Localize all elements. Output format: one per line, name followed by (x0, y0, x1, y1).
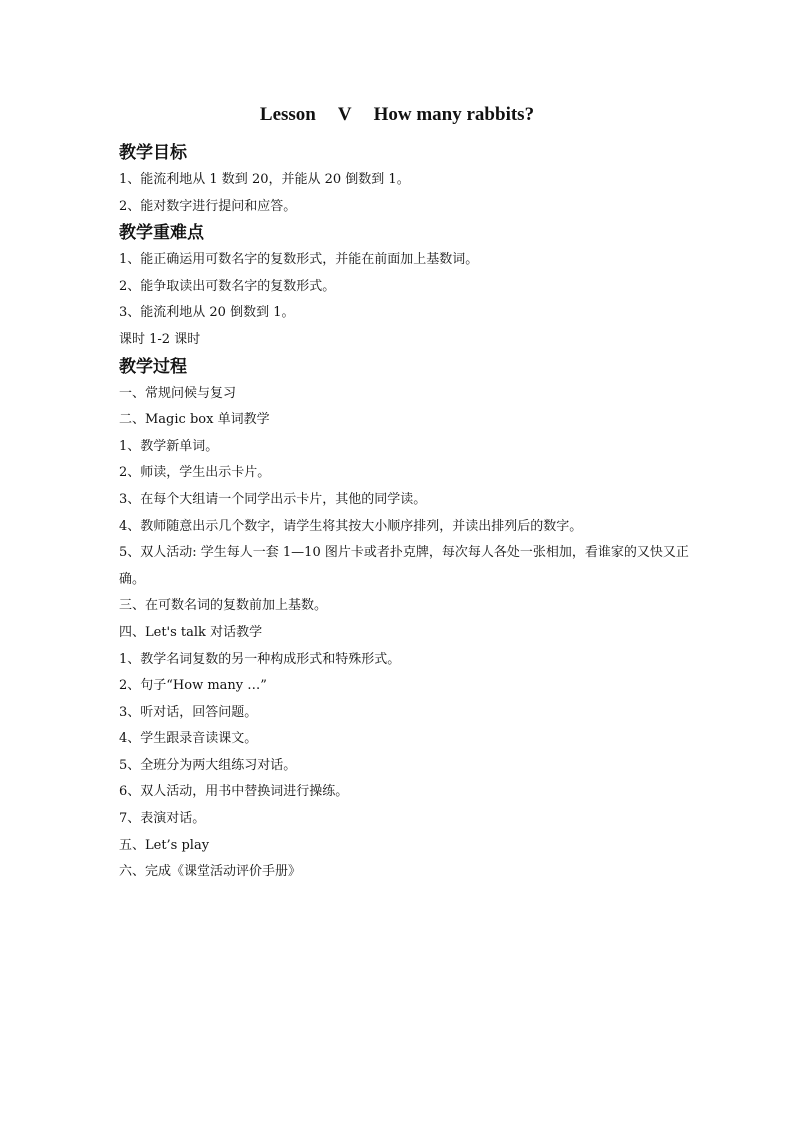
process-line: 7、表演对话。 (119, 811, 206, 827)
heading-goals: 教学目标 (119, 143, 187, 163)
process-line: 三、在可数名词的复数前加上基数。 (119, 598, 328, 614)
key-point-item: 2、能争取读出可数名字的复数形式。 (119, 278, 336, 294)
process-line: 3、在每个大组请一个同学出示卡片，其他的同学读。 (119, 491, 427, 507)
title-topic: How many rabbits? (373, 104, 535, 125)
lesson-title (0, 104, 794, 126)
process-line: 1、教学名词复数的另一种构成形式和特殊形式。 (119, 651, 401, 667)
heading-process: 教学过程 (119, 356, 187, 377)
title-lesson: Lesson (259, 104, 316, 125)
process-line: 四、Let's talk 对话教学 (119, 624, 263, 640)
process-line: 4、教师随意出示几个数字，请学生将其按大小顺序排列，并读出排列后的数字。 (119, 518, 583, 534)
process-line: 2、师读，学生出示卡片。 (119, 465, 271, 481)
process-line: 六、完成《课堂活动评价手册》 (119, 864, 302, 880)
goal-item: 1、能流利地从 1 数到 20，并能从 20 倒数到 1。 (119, 172, 410, 187)
key-point-item: 1、能正确运用可数名字的复数形式，并能在前面加上基数词。 (119, 252, 479, 268)
process-line: 一、常规问候与复习 (119, 385, 237, 401)
periods-line: 课时 1-2 课时 (119, 331, 201, 347)
key-point-item: 3、能流利地从 20 倒数到 1。 (119, 305, 295, 321)
heading-key-points: 教学重难点 (119, 223, 204, 244)
process-line: 1、教学新单词。 (119, 438, 219, 454)
process-line: 2、句子“How many …” (119, 678, 267, 694)
process-line: 3、听对话，回答问题。 (119, 704, 258, 720)
process-line: 5、双人活动: 学生每人一套 1—10 图片卡或者扑克牌，每次每人各处一张相加，看谁家的又快又正确。 (119, 545, 689, 587)
goal-item: 2、能对数字进行提问和应答。 (119, 198, 297, 214)
process-line: 5、全班分为两大组练习对话。 (119, 757, 297, 773)
process-line: 4、学生跟录音读课文。 (119, 731, 258, 747)
process-line: 五、Let’s play (119, 837, 210, 853)
title-unit: V (337, 104, 352, 125)
process-line: 6、双人活动，用书中替换词进行操练。 (119, 784, 349, 800)
document-body (119, 140, 689, 886)
process-line: 二、Magic box 单词教学 (119, 412, 270, 428)
